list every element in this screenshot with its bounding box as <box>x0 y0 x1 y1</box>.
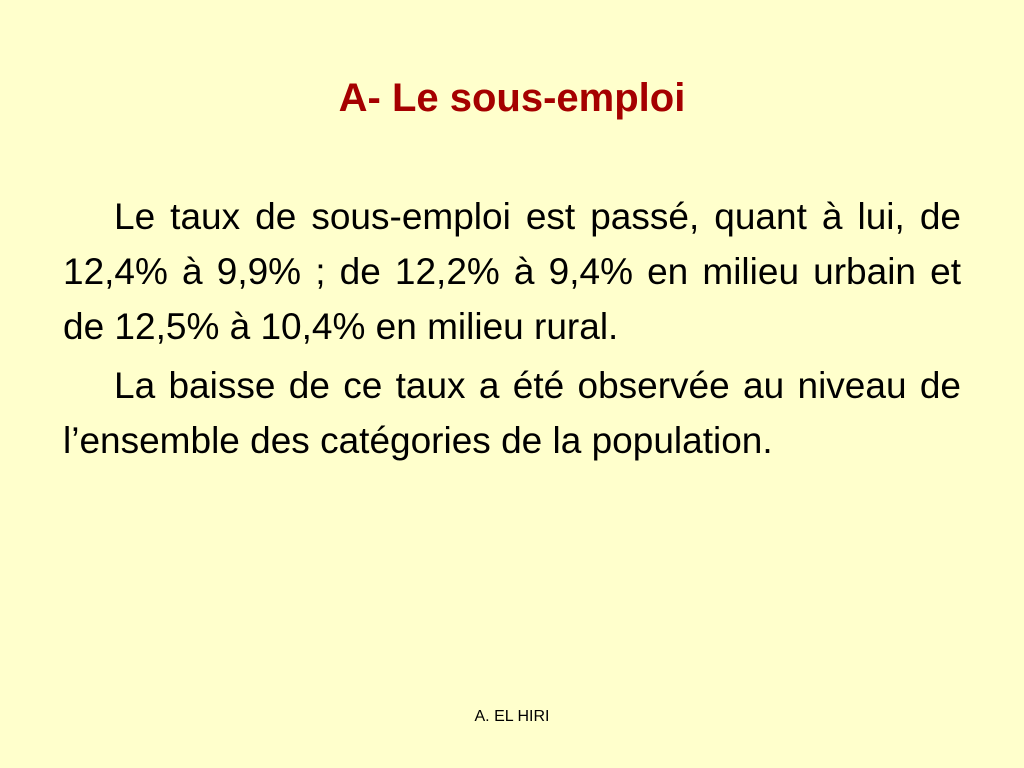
slide-footer-author: A. EL HIRI <box>474 708 550 725</box>
slide-body <box>63 189 961 472</box>
paragraph-2: La baisse de ce taux a été observée au niveau de l’ensemble des catégories de la population. <box>63 365 961 461</box>
slide-title: A- Le sous-emploi <box>338 76 686 120</box>
paragraph-1: Le taux de sous-emploi est passé, quant à lui, de 12,4% à 9,9% ; de 12,2% à 9,4% en milieu urbain et de 12,5% à 10,4% en milieu rural. <box>63 196 961 347</box>
